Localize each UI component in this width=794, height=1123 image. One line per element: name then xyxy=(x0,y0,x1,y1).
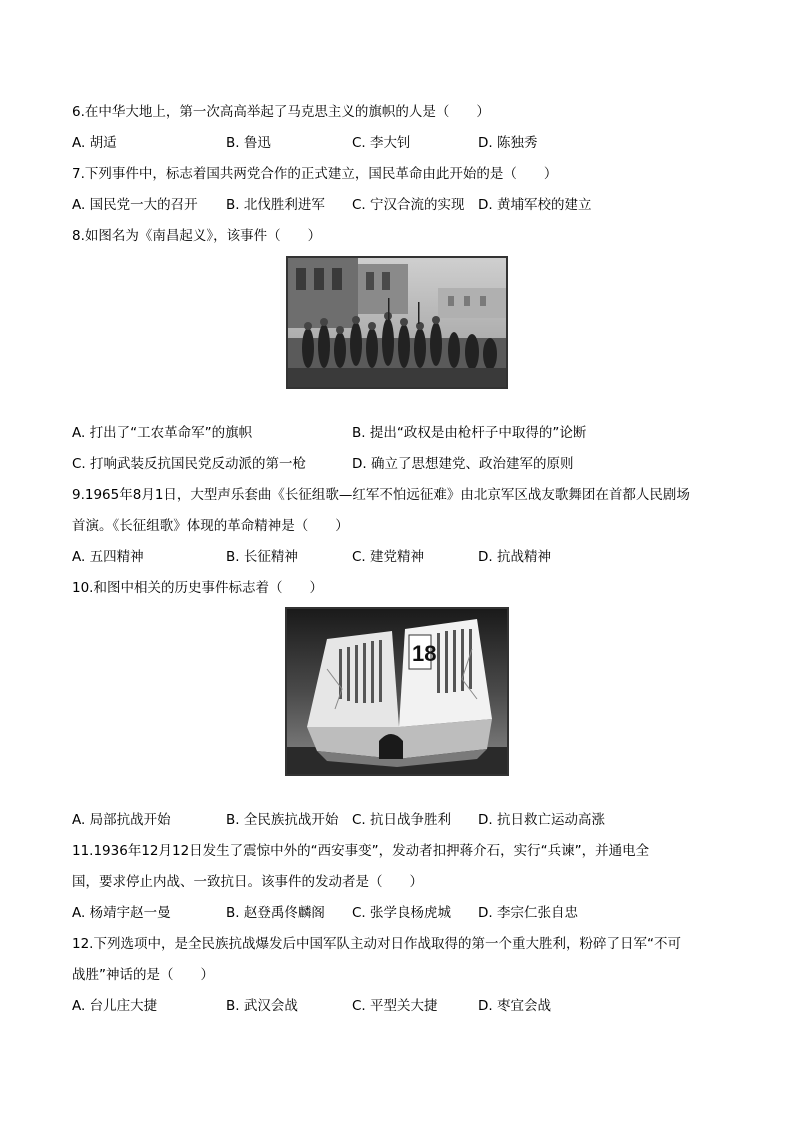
question-8-option-b[interactable]: B. 提出“政权是由枪杆子中取得的”论断 xyxy=(352,425,587,441)
question-6-option-d[interactable]: D. 陈独秀 xyxy=(478,135,538,151)
question-7-option-a[interactable]: A. 国民党一大的召开 xyxy=(72,197,198,213)
question-10-option-c[interactable]: C. 抗日战争胜利 xyxy=(352,812,452,828)
question-9-stem-line-2: 首演。《长征组歌》体现的革命精神是（ ） xyxy=(72,518,349,534)
question-9-stem-line-1: 9.1965年8月1日，大型声乐套曲《长征组歌—红军不怕远征难》由北京军区战友歌舞团在首都人民剧场 xyxy=(72,487,690,503)
question-10-stem: 10.和图中相关的历史事件标志着（ ） xyxy=(72,580,323,596)
question-9-option-b[interactable]: B. 长征精神 xyxy=(226,549,298,565)
question-7-stem: 7.下列事件中，标志着国共两党合作的正式建立，国民革命由此开始的是（ ） xyxy=(72,166,558,182)
question-12-option-a[interactable]: A. 台儿庄大捷 xyxy=(72,998,158,1014)
question-11-option-b[interactable]: B. 赵登禹佟麟阁 xyxy=(226,905,325,921)
nanchang-uprising-image xyxy=(288,258,506,387)
question-8-option-d[interactable]: D. 确立了思想建党、政治建军的原则 xyxy=(352,456,574,472)
question-10-option-a[interactable]: A. 局部抗战开始 xyxy=(72,812,171,828)
september-18-museum-photo xyxy=(285,607,509,776)
monument-date-label: 18 xyxy=(412,641,437,666)
question-6-stem: 6.在中华大地上，第一次高高举起了马克思主义的旗帜的人是（ ） xyxy=(72,104,490,120)
question-9-option-c[interactable]: C. 建党精神 xyxy=(352,549,425,565)
question-11-stem-line-1: 11.1936年12月12日发生了震惊中外的“西安事变”，发动者扣押蒋介石，实行“兵谏”，并通电全 xyxy=(72,843,650,859)
question-8-option-a[interactable]: A. 打出了“工农革命军”的旗帜 xyxy=(72,425,253,441)
question-8-stem: 8.如图名为《南昌起义》，该事件（ ） xyxy=(72,228,322,244)
question-12-stem-line-1: 12.下列选项中，是全民族抗战爆发后中国军队主动对日作战取得的第一个重大胜利，粉碎了日军“不可 xyxy=(72,936,681,952)
nanchang-uprising-painting xyxy=(286,256,508,389)
question-9-option-a[interactable]: A. 五四精神 xyxy=(72,549,144,565)
question-10-option-d[interactable]: D. 抗日救亡运动高涨 xyxy=(478,812,605,828)
question-11-option-a[interactable]: A. 杨靖宇赵一曼 xyxy=(72,905,171,921)
question-8-option-c[interactable]: C. 打响武装反抗国民党反动派的第一枪 xyxy=(72,456,307,472)
question-11-option-d[interactable]: D. 李宗仁张自忠 xyxy=(478,905,578,921)
question-11-stem-line-2: 国，要求停止内战、一致抗日。该事件的发动者是（ ） xyxy=(72,874,423,890)
question-12-option-c[interactable]: C. 平型关大捷 xyxy=(352,998,438,1014)
question-6-option-c[interactable]: C. 李大钊 xyxy=(352,135,411,151)
question-7-option-d[interactable]: D. 黄埔军校的建立 xyxy=(478,197,592,213)
question-6-option-a[interactable]: A. 胡适 xyxy=(72,135,117,151)
question-6-option-b[interactable]: B. 鲁迅 xyxy=(226,135,271,151)
question-12-option-b[interactable]: B. 武汉会战 xyxy=(226,998,298,1014)
question-12-stem-line-2: 战胜”神话的是（ ） xyxy=(72,967,214,983)
question-10-option-b[interactable]: B. 全民族抗战开始 xyxy=(226,812,339,828)
question-12-option-d[interactable]: D. 枣宜会战 xyxy=(478,998,551,1014)
question-11-option-c[interactable]: C. 张学良杨虎城 xyxy=(352,905,452,921)
monument-image xyxy=(287,609,507,774)
question-9-option-d[interactable]: D. 抗战精神 xyxy=(478,549,551,565)
question-7-option-b[interactable]: B. 北伐胜利进军 xyxy=(226,197,325,213)
question-7-option-c[interactable]: C. 宁汉合流的实现 xyxy=(352,197,465,213)
